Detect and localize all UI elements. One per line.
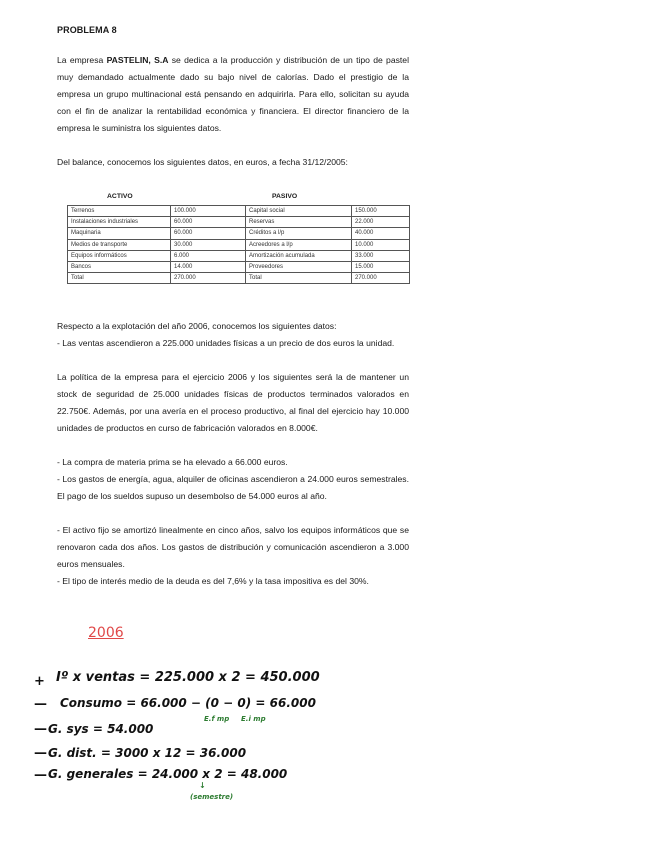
plus-sign: + [34,674,45,689]
activo-label-cell: Total [68,273,171,284]
table-row [68,273,410,284]
pasivo-value-cell: 40.000 [352,228,410,239]
table-row [68,261,410,272]
handwritten-sueldos-line: G. sys = 54.000 [48,722,154,736]
amortizacion-paragraph: - El activo fijo se amortizó linealmente en cinco años, salvo los equipos informáticos que se renovaron cada dos años. Los gastos de distribución y comunicación ascendieron a 3.000 euros mensuales. [57,525,409,569]
table-row [68,239,410,250]
table-row [68,228,410,239]
activo-value-cell: 14.000 [171,261,246,272]
intro-text-start: La empresa [57,55,107,65]
note-ei-mp: E.i mp [241,715,266,723]
intro-text-rest: se dedica a la producción y distribución de un tipo de pastel muy demandado actualmente dado su bajo nivel de calorías. Dado el prestigio de la empresa un grupo multinacional está pensando en adquirirla. Para ello, solicitan su ayuda con el fin de analizar la rentabilidad económica y financiera. El director financiero de la empresa le suministra los siguientes datos. [57,55,409,133]
handwritten-generales-line: G. generales = 24.000 x 2 = 48.000 [48,767,288,781]
balance-intro: Del balance, conocemos los siguientes datos, en euros, a fecha 31/12/2005: [57,157,348,167]
pasivo-value-cell: 22.000 [352,217,410,228]
activo-value-cell: 60.000 [171,217,246,228]
minus-sign: — [34,697,47,712]
activo-value-cell: 6.000 [171,250,246,261]
activo-value-cell: 30.000 [171,239,246,250]
politica-paragraph: La política de la empresa para el ejercicio 2006 y los siguientes será la de mantener un stock de seguridad de 25.000 unidades físicas de productos terminados valorados en 22.750€. Además, por una avería en el proceso productivo, al final del ejercicio hay 10.000 unidades de productos en curso de fabricación valorados en 8.000€. [57,372,409,433]
ventas-paragraph: - Las ventas ascendieron a 225.000 unidades físicas a un precio de dos euros la unidad. [57,338,395,348]
handwritten-year: 2006 [88,625,124,641]
pasivo-label-cell: Amortización acumulada [246,250,352,261]
gastos-paragraph: - Los gastos de energía, agua, alquiler de oficinas ascendieron a 24.000 euros semestrales. El pago de los sueldos supuso un desembolso de 54.000 euros al año. [57,474,409,501]
table-row [68,250,410,261]
explotacion-intro: Respecto a la explotación del año 2006, conocemos los siguientes datos: [57,321,337,331]
activo-label-cell: Equipos informáticos [68,250,171,261]
balance-table [67,205,410,284]
minus-sign: — [34,722,47,737]
activo-value-cell: 270.000 [171,273,246,284]
down-arrow-icon: ↓ [199,781,206,790]
materia-prima-paragraph: - La compra de materia prima se ha elevado a 66.000 euros. [57,457,288,467]
handwritten-distribucion-line: G. dist. = 3000 x 12 = 36.000 [48,746,247,760]
pasivo-value-cell: 33.000 [352,250,410,261]
company-name: PASTELIN, S.A [106,55,169,65]
minus-sign: — [34,746,47,761]
pasivo-label-cell: Proveedores [246,261,352,272]
pasivo-label-cell: Capital social [246,206,352,217]
note-semestre: (semestre) [190,793,234,801]
pasivo-label-cell: Créditos a l/p [246,228,352,239]
pasivo-label-cell: Acreedores a l/p [246,239,352,250]
table-row [68,206,410,217]
pasivo-value-cell: 10.000 [352,239,410,250]
pasivo-label-cell: Reservas [246,217,352,228]
handwritten-consumo-line: Consumo = 66.000 − (0 − 0) = 66.000 [60,696,316,710]
intro-paragraph [57,52,409,137]
activo-label-cell: Terrenos [68,206,171,217]
handwritten-ingresos-line: Iº x ventas = 225.000 x 2 = 450.000 [56,670,320,685]
activo-value-cell: 100.000 [171,206,246,217]
note-ef-mp: E.f mp [204,715,230,723]
balance-table-body [68,206,410,284]
interes-paragraph: - El tipo de interés medio de la deuda es del 7,6% y la tasa impositiva es del 30%. [57,576,369,586]
activo-label-cell: Maquinaria [68,228,171,239]
minus-sign: — [34,768,47,783]
pasivo-header: PASIVO [272,193,298,200]
pasivo-value-cell: 15.000 [352,261,410,272]
activo-value-cell: 60.000 [171,228,246,239]
pasivo-label-cell: Total [246,273,352,284]
activo-label-cell: Medios de transporte [68,239,171,250]
activo-label-cell: Bancos [68,261,171,272]
problem-title: PROBLEMA 8 [57,25,117,35]
pasivo-value-cell: 270.000 [352,273,410,284]
table-row [68,217,410,228]
pasivo-value-cell: 150.000 [352,206,410,217]
activo-label-cell: Instalaciones industriales [68,217,171,228]
activo-header: ACTIVO [107,193,133,200]
